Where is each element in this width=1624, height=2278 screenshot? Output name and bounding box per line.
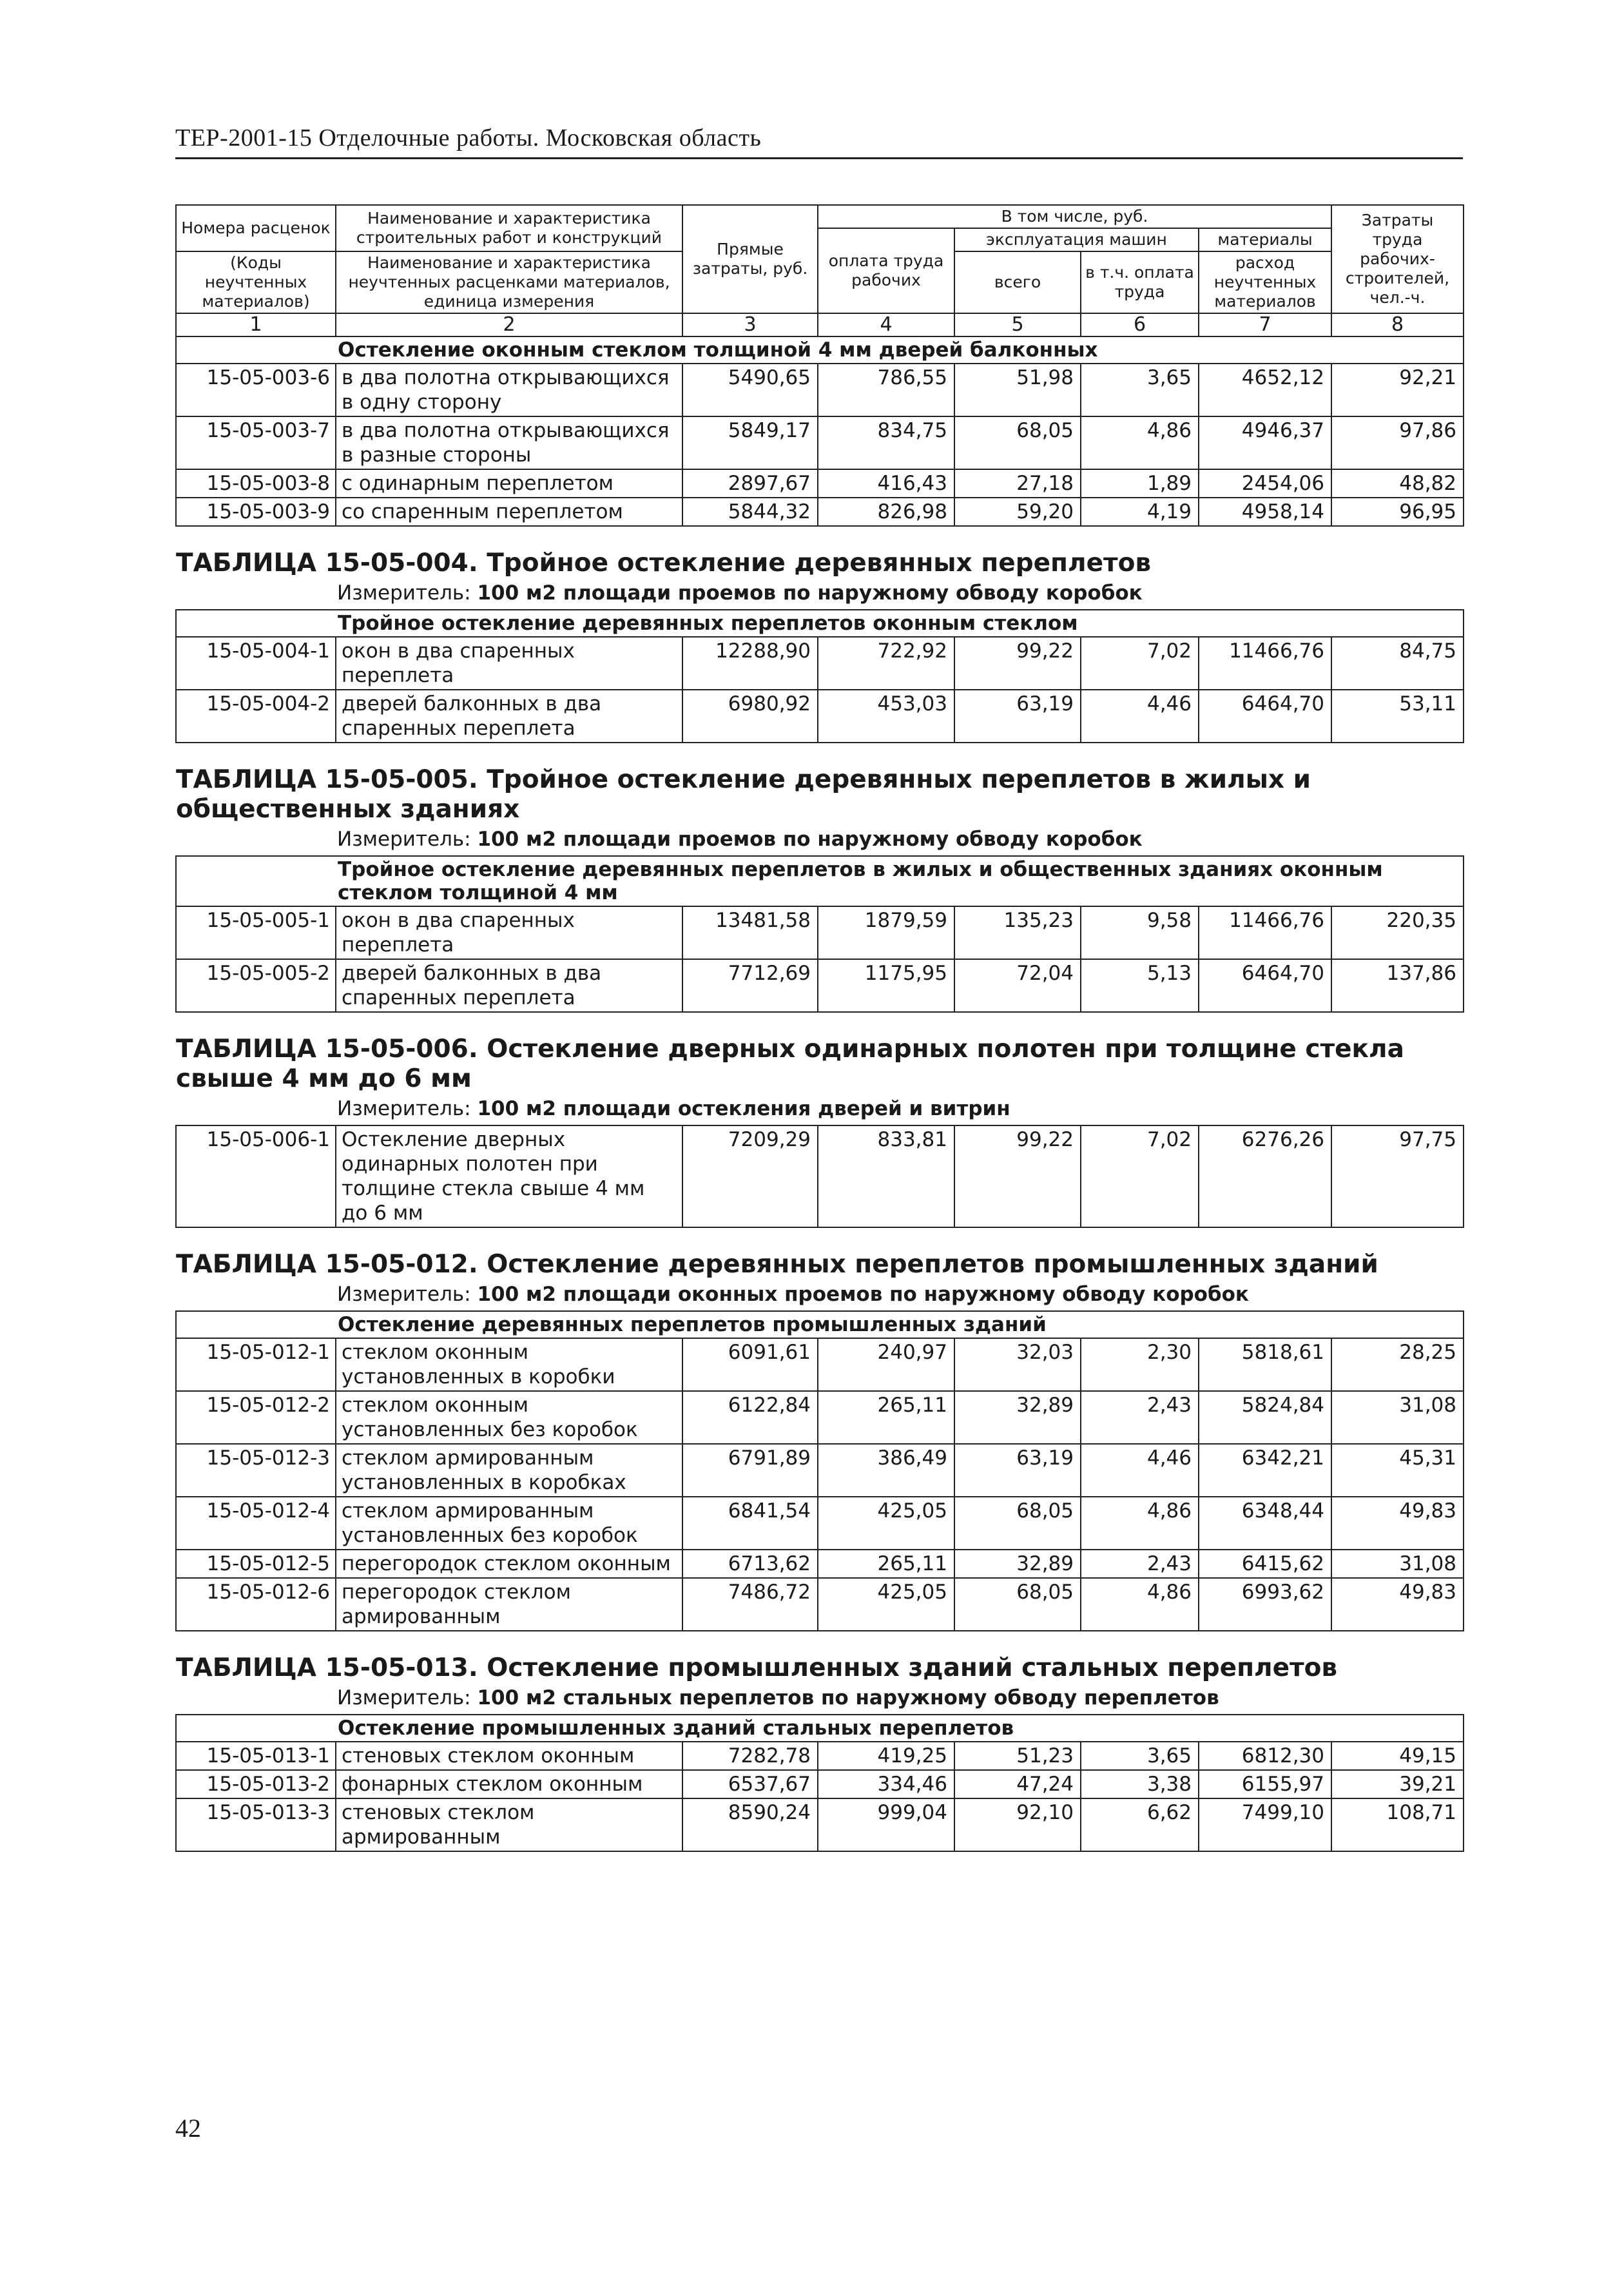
meter-value: 100 м2 стальных переплетов по наружному обводу переплетов	[477, 1686, 1219, 1709]
table-title-cell	[176, 743, 1464, 856]
direct-costs: 12288,90	[682, 637, 818, 690]
table-row	[176, 690, 1464, 743]
rate-code: 15-05-003-8	[176, 469, 336, 498]
materials-value: 7499,10	[1199, 1798, 1331, 1851]
labor-hours: 96,95	[1331, 498, 1464, 526]
direct-costs: 6791,89	[682, 1444, 818, 1497]
machines-total: 63,19	[954, 1444, 1081, 1497]
table-row	[176, 1798, 1464, 1851]
machines-labor: 5,13	[1081, 959, 1199, 1012]
labor-pay: 1879,59	[818, 906, 954, 959]
work-name: со спаренным переплетом	[336, 498, 682, 526]
rate-code: 15-05-004-1	[176, 637, 336, 690]
labor-pay: 416,43	[818, 469, 954, 498]
table-meter	[176, 1683, 1464, 1714]
meter-label: Измеритель:	[337, 828, 471, 851]
table-header	[176, 205, 1464, 336]
machines-total: 135,23	[954, 906, 1081, 959]
machines-labor: 3,65	[1081, 1742, 1199, 1770]
table-row	[176, 1391, 1464, 1444]
rate-code: 15-05-005-2	[176, 959, 336, 1012]
header-material-codes: (Коды неучтенных материалов)	[176, 251, 336, 313]
header-work-name: Наименование и характеристика строительных работ и конструкций	[336, 205, 682, 251]
machines-labor: 4,86	[1081, 1578, 1199, 1631]
table-body	[176, 336, 1464, 1851]
running-header: ТЕР-2001-15 Отделочные работы. Московская область	[175, 124, 1463, 159]
rate-code: 15-05-013-1	[176, 1742, 336, 1770]
meter-label: Измеритель:	[337, 1686, 471, 1709]
table-row	[176, 959, 1464, 1012]
machines-total: 47,24	[954, 1770, 1081, 1798]
machines-labor: 7,02	[1081, 637, 1199, 690]
table-row	[176, 498, 1464, 526]
machines-labor: 4,46	[1081, 690, 1199, 743]
table-row	[176, 416, 1464, 469]
table-title: ТАБЛИЦА 15-05-012. Остекление деревянных переплетов промышленных зданий	[176, 1250, 1378, 1279]
labor-pay: 786,55	[818, 364, 954, 416]
machines-labor: 7,02	[1081, 1125, 1199, 1227]
machines-labor: 4,86	[1081, 1497, 1199, 1550]
table-title-row	[176, 743, 1464, 856]
work-name: окон в два спаренных переплета	[336, 637, 682, 690]
materials-value: 4652,12	[1199, 364, 1331, 416]
work-name: стеновых стеклом оконным	[336, 1742, 682, 1770]
rate-code: 15-05-003-6	[176, 364, 336, 416]
materials-value: 6276,26	[1199, 1125, 1331, 1227]
machines-labor: 1,89	[1081, 469, 1199, 498]
table-row	[176, 469, 1464, 498]
work-name: стеклом армированным установленных без коробок	[336, 1497, 682, 1550]
meter-label: Измеритель:	[337, 1097, 471, 1120]
header-index-row	[176, 313, 1464, 336]
labor-hours: 53,11	[1331, 690, 1464, 743]
table-row	[176, 906, 1464, 959]
rate-code: 15-05-003-9	[176, 498, 336, 526]
machines-total: 68,05	[954, 1578, 1081, 1631]
header-machines-labor: в т.ч. оплата труда	[1081, 251, 1199, 313]
rate-code: 15-05-012-6	[176, 1578, 336, 1631]
materials-value: 6155,97	[1199, 1770, 1331, 1798]
column-index: 8	[1331, 313, 1464, 336]
materials-value: 6464,70	[1199, 690, 1331, 743]
table-row	[176, 364, 1464, 416]
direct-costs: 6122,84	[682, 1391, 818, 1444]
labor-hours: 49,15	[1331, 1742, 1464, 1770]
group-heading: Остекление оконным стеклом толщиной 4 мм дверей балконных	[176, 336, 1464, 364]
labor-hours: 31,08	[1331, 1391, 1464, 1444]
labor-hours: 31,08	[1331, 1550, 1464, 1578]
column-index: 6	[1081, 313, 1199, 336]
column-index: 5	[954, 313, 1081, 336]
meter-label: Измеритель:	[337, 1283, 471, 1306]
work-name: в два полотна открывающихся в разные стороны	[336, 416, 682, 469]
column-index: 7	[1199, 313, 1331, 336]
meter-value: 100 м2 площади остекления дверей и витрин	[477, 1097, 1010, 1120]
labor-pay: 334,46	[818, 1770, 954, 1798]
labor-pay: 240,97	[818, 1338, 954, 1391]
work-name: окон в два спаренных переплета	[336, 906, 682, 959]
header-material-name: Наименование и характеристика неучтенных расценками материалов, единица измерения	[336, 251, 682, 313]
labor-pay: 453,03	[818, 690, 954, 743]
work-name: стеклом армированным установленных в коробках	[336, 1444, 682, 1497]
rate-code: 15-05-003-7	[176, 416, 336, 469]
direct-costs: 7486,72	[682, 1578, 818, 1631]
header-including: В том числе, руб.	[818, 205, 1331, 228]
machines-total: 59,20	[954, 498, 1081, 526]
labor-hours: 92,21	[1331, 364, 1464, 416]
rate-code: 15-05-005-1	[176, 906, 336, 959]
labor-hours: 137,86	[1331, 959, 1464, 1012]
rate-code: 15-05-004-2	[176, 690, 336, 743]
table-meter	[176, 824, 1464, 855]
machines-total: 99,22	[954, 637, 1081, 690]
materials-value: 5818,61	[1199, 1338, 1331, 1391]
machines-total: 68,05	[954, 416, 1081, 469]
machines-labor: 3,65	[1081, 364, 1199, 416]
table-title-row	[176, 1631, 1464, 1715]
direct-costs: 7209,29	[682, 1125, 818, 1227]
group-row	[176, 336, 1464, 364]
machines-total: 32,89	[954, 1391, 1081, 1444]
meter-value: 100 м2 площади проемов по наружному обводу коробок	[477, 581, 1143, 605]
direct-costs: 6091,61	[682, 1338, 818, 1391]
labor-hours: 108,71	[1331, 1798, 1464, 1851]
header-materials: материалы	[1199, 228, 1331, 251]
materials-value: 4958,14	[1199, 498, 1331, 526]
meter-value: 100 м2 площади проемов по наружному обводу коробок	[477, 828, 1143, 851]
meter-value: 100 м2 площади оконных проемов по наружному обводу коробок	[477, 1283, 1249, 1306]
table-row	[176, 1338, 1464, 1391]
column-index: 1	[176, 313, 336, 336]
labor-hours: 48,82	[1331, 469, 1464, 498]
machines-labor: 6,62	[1081, 1798, 1199, 1851]
materials-value: 2454,06	[1199, 469, 1331, 498]
rates-table	[175, 204, 1464, 1852]
machines-total: 27,18	[954, 469, 1081, 498]
labor-hours: 39,21	[1331, 1770, 1464, 1798]
header-machines: эксплуатация машин	[954, 228, 1199, 251]
labor-pay: 265,11	[818, 1391, 954, 1444]
table-meter	[176, 1094, 1464, 1125]
labor-pay: 425,05	[818, 1497, 954, 1550]
rate-code: 15-05-012-5	[176, 1550, 336, 1578]
labor-hours: 49,83	[1331, 1578, 1464, 1631]
table-title: ТАБЛИЦА 15-05-005. Тройное остекление деревянных переплетов в жилых и общественных зданиях	[176, 765, 1311, 824]
work-name: с одинарным переплетом	[336, 469, 682, 498]
rate-code: 15-05-012-2	[176, 1391, 336, 1444]
materials-value: 6812,30	[1199, 1742, 1331, 1770]
work-name: Остекление дверных одинарных полотен при толщине стекла свыше 4 мм до 6 мм	[336, 1125, 682, 1227]
materials-value: 4946,37	[1199, 416, 1331, 469]
group-heading: Тройное остекление деревянных переплетов оконным стеклом	[176, 610, 1464, 637]
group-row	[176, 856, 1464, 906]
rate-code: 15-05-012-4	[176, 1497, 336, 1550]
direct-costs: 2897,67	[682, 469, 818, 498]
labor-pay: 265,11	[818, 1550, 954, 1578]
machines-total: 63,19	[954, 690, 1081, 743]
group-row	[176, 1311, 1464, 1338]
work-name: фонарных стеклом оконным	[336, 1770, 682, 1798]
materials-value: 6464,70	[1199, 959, 1331, 1012]
labor-pay: 834,75	[818, 416, 954, 469]
materials-value: 11466,76	[1199, 906, 1331, 959]
labor-hours: 97,86	[1331, 416, 1464, 469]
labor-hours: 84,75	[1331, 637, 1464, 690]
machines-total: 51,23	[954, 1742, 1081, 1770]
machines-total: 72,04	[954, 959, 1081, 1012]
labor-pay: 722,92	[818, 637, 954, 690]
table-title-cell	[176, 1631, 1464, 1715]
work-name: дверей балконных в два спаренных переплета	[336, 690, 682, 743]
group-row	[176, 1715, 1464, 1742]
direct-costs: 5490,65	[682, 364, 818, 416]
labor-hours: 97,75	[1331, 1125, 1464, 1227]
labor-hours: 28,25	[1331, 1338, 1464, 1391]
group-heading: Остекление промышленных зданий стальных переплетов	[176, 1715, 1464, 1742]
table-title-row	[176, 1012, 1464, 1125]
rates-sheet	[175, 204, 1463, 1852]
table-meter	[176, 1280, 1464, 1310]
labor-pay: 386,49	[818, 1444, 954, 1497]
work-name: дверей балконных в два спаренных переплета	[336, 959, 682, 1012]
work-name: стеклом оконным установленных в коробки	[336, 1338, 682, 1391]
rate-code: 15-05-013-2	[176, 1770, 336, 1798]
column-index: 2	[336, 313, 682, 336]
direct-costs: 5844,32	[682, 498, 818, 526]
machines-total: 68,05	[954, 1497, 1081, 1550]
header-labor-pay: оплата труда рабочих	[818, 228, 954, 313]
machines-total: 92,10	[954, 1798, 1081, 1851]
column-index: 4	[818, 313, 954, 336]
meter-label: Измеритель:	[337, 581, 471, 605]
header-material-consumption: расход неучтенных материалов	[1199, 251, 1331, 313]
work-name: перегородок стеклом оконным	[336, 1550, 682, 1578]
materials-value: 11466,76	[1199, 637, 1331, 690]
labor-hours: 49,83	[1331, 1497, 1464, 1550]
labor-pay: 1175,95	[818, 959, 954, 1012]
table-title: ТАБЛИЦА 15-05-004. Тройное остекление деревянных переплетов	[176, 549, 1152, 578]
group-heading: Остекление деревянных переплетов промышленных зданий	[176, 1311, 1464, 1338]
work-name: стеновых стеклом армированным	[336, 1798, 682, 1851]
machines-total: 99,22	[954, 1125, 1081, 1227]
table-title-row	[176, 526, 1464, 610]
header-labor-hours: Затраты труда рабочих-строителей, чел.-ч.	[1331, 205, 1464, 313]
rate-code: 15-05-012-1	[176, 1338, 336, 1391]
table-row	[176, 1770, 1464, 1798]
rate-code: 15-05-013-3	[176, 1798, 336, 1851]
table-row	[176, 637, 1464, 690]
table-row	[176, 1497, 1464, 1550]
table-title-cell	[176, 1012, 1464, 1125]
labor-pay: 419,25	[818, 1742, 954, 1770]
machines-total: 32,03	[954, 1338, 1081, 1391]
machines-labor: 4,19	[1081, 498, 1199, 526]
table-title-row	[176, 1227, 1464, 1311]
machines-labor: 2,43	[1081, 1391, 1199, 1444]
work-name: перегородок стеклом армированным	[336, 1578, 682, 1631]
header-codes: Номера расценок	[176, 205, 336, 251]
machines-labor: 9,58	[1081, 906, 1199, 959]
table-row	[176, 1550, 1464, 1578]
materials-value: 6342,21	[1199, 1444, 1331, 1497]
group-row	[176, 610, 1464, 637]
direct-costs: 7282,78	[682, 1742, 818, 1770]
materials-value: 6415,62	[1199, 1550, 1331, 1578]
header-direct-costs: Прямые затраты, руб.	[682, 205, 818, 313]
materials-value: 6993,62	[1199, 1578, 1331, 1631]
table-title: ТАБЛИЦА 15-05-013. Остекление промышленных зданий стальных переплетов	[176, 1653, 1338, 1682]
rate-code: 15-05-006-1	[176, 1125, 336, 1227]
work-name: стеклом оконным установленных без коробок	[336, 1391, 682, 1444]
table-row	[176, 1444, 1464, 1497]
labor-pay: 999,04	[818, 1798, 954, 1851]
machines-labor: 4,86	[1081, 416, 1199, 469]
table-title: ТАБЛИЦА 15-05-006. Остекление дверных одинарных полотен при толщине стекла свыше 4 мм до 6 мм	[176, 1035, 1404, 1093]
table-title-cell	[176, 526, 1464, 610]
machines-total: 32,89	[954, 1550, 1081, 1578]
labor-pay: 833,81	[818, 1125, 954, 1227]
table-meter	[176, 578, 1464, 609]
labor-hours: 220,35	[1331, 906, 1464, 959]
machines-labor: 2,43	[1081, 1550, 1199, 1578]
machines-labor: 3,38	[1081, 1770, 1199, 1798]
machines-labor: 4,46	[1081, 1444, 1199, 1497]
direct-costs: 8590,24	[682, 1798, 818, 1851]
table-title-cell	[176, 1227, 1464, 1311]
direct-costs: 5849,17	[682, 416, 818, 469]
group-heading: Тройное остекление деревянных переплетов в жилых и общественных зданиях оконным стеклом толщиной 4 мм	[176, 856, 1464, 906]
materials-value: 6348,44	[1199, 1497, 1331, 1550]
rate-code: 15-05-012-3	[176, 1444, 336, 1497]
materials-value: 5824,84	[1199, 1391, 1331, 1444]
table-row	[176, 1125, 1464, 1227]
direct-costs: 6713,62	[682, 1550, 818, 1578]
work-name: в два полотна открывающихся в одну сторону	[336, 364, 682, 416]
machines-labor: 2,30	[1081, 1338, 1199, 1391]
page-number: 42	[175, 2114, 201, 2143]
direct-costs: 7712,69	[682, 959, 818, 1012]
labor-pay: 826,98	[818, 498, 954, 526]
table-row	[176, 1578, 1464, 1631]
direct-costs: 6841,54	[682, 1497, 818, 1550]
direct-costs: 6980,92	[682, 690, 818, 743]
machines-total: 51,98	[954, 364, 1081, 416]
header-machines-total: всего	[954, 251, 1081, 313]
direct-costs: 13481,58	[682, 906, 818, 959]
labor-hours: 45,31	[1331, 1444, 1464, 1497]
direct-costs: 6537,67	[682, 1770, 818, 1798]
table-row	[176, 1742, 1464, 1770]
labor-pay: 425,05	[818, 1578, 954, 1631]
column-index: 3	[682, 313, 818, 336]
